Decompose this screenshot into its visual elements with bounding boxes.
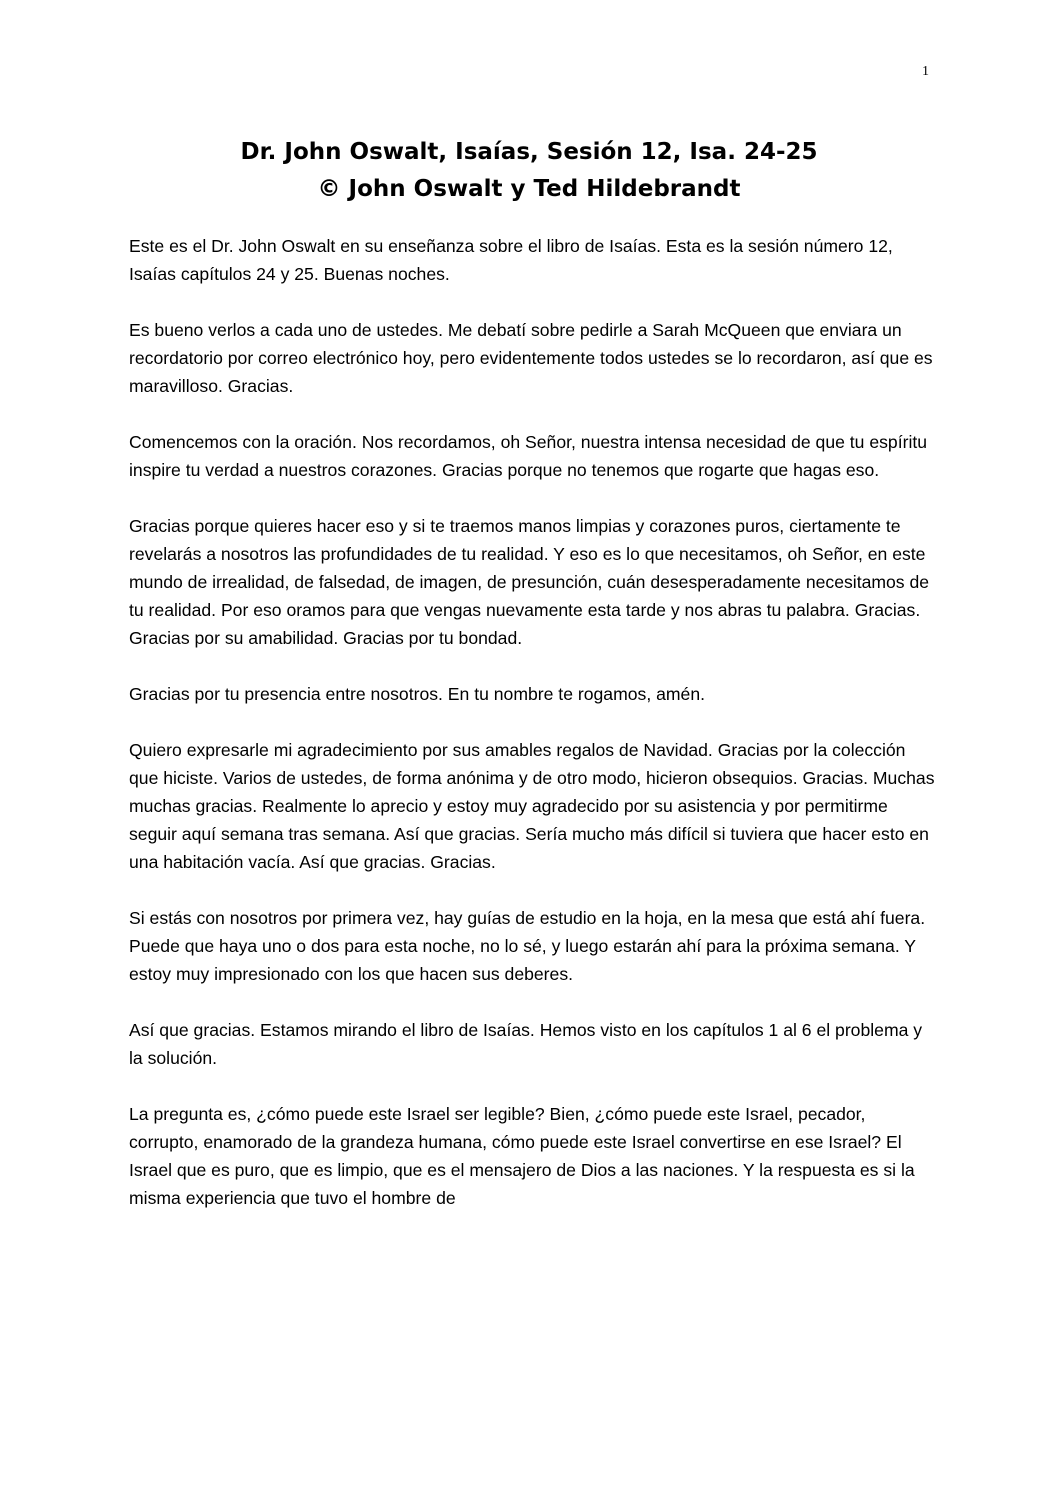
paragraph: Es bueno verlos a cada uno de ustedes. Me debatí sobre pedirle a Sarah McQueen que enviara un recordatorio por correo electrónico hoy, pero evidentemente todos ustedes se lo recordaron, así que es maravilloso. Gracias. [129,320,933,396]
paragraph: Quiero expresarle mi agradecimiento por sus amables regalos de Navidad. Gracias por la colección que hiciste. Varios de ustedes, de forma anónima y de otro modo, hicieron obsequios. Gracias. Muchas muchas gracias. Realmente lo aprecio y estoy muy agradecido por su asistencia y por permitirme seguir aquí semana tras semana. Así que gracias. Sería mucho más difícil si tuviera que hacer esto en una habitación vacía. Así que gracias. Gracias. [129,740,935,872]
paragraph: Si estás con nosotros por primera vez, hay guías de estudio en la hoja, en la mesa que está ahí fuera. Puede que haya uno o dos para esta noche, no lo sé, y luego estarán ahí para la próxima semana. Y estoy muy impresionado con los que hacen sus deberes. [129,908,926,984]
paragraph: Gracias por tu presencia entre nosotros. En tu nombre te rogamos, amén. [129,684,705,704]
paragraph: Este es el Dr. John Oswalt en su enseñanza sobre el libro de Isaías. Esta es la sesión número 12, Isaías capítulos 24 y 25. Buenas noches. [129,236,893,284]
document-title [0,134,1058,208]
paragraph: Así que gracias. Estamos mirando el libro de Isaías. Hemos visto en los capítulos 1 al 6 el problema y la solución. [129,1020,923,1068]
title-line-1: Dr. John Oswalt, Isaías, Sesión 12, Isa. 24-25 [240,139,818,165]
paragraph: La pregunta es, ¿cómo puede este Israel ser legible? Bien, ¿cómo puede este Israel, pecador, corrupto, enamorado de la grandeza humana, cómo puede este Israel convertirse en ese Israel? El Israel que es puro, que es limpio, que es el mensajero de Dios a las naciones. Y la respuesta es si la misma experiencia que tuvo el hombre de [129,1104,915,1208]
paragraph: Comencemos con la oración. Nos recordamos, oh Señor, nuestra intensa necesidad de que tu espíritu inspire tu verdad a nuestros corazones. Gracias porque no tenemos que rogarte que hagas eso. [129,432,928,480]
document-body [129,232,935,1240]
paragraph: Gracias porque quieres hacer eso y si te traemos manos limpias y corazones puros, ciertamente te revelarás a nosotros las profundidades de tu realidad. Y eso es lo que necesitamos, oh Señor, en este mundo de irrealidad, de falsedad, de imagen, de presunción, cuán desesperadamente necesitamos de tu realidad. Por eso oramos para que vengas nuevamente esta tarde y nos abras tu palabra. Gracias. Gracias por su amabilidad. Gracias por tu bondad. [129,516,930,648]
title-line-2: © John Oswalt y Ted Hildebrandt [317,176,741,202]
page-number: 1 [922,64,929,79]
